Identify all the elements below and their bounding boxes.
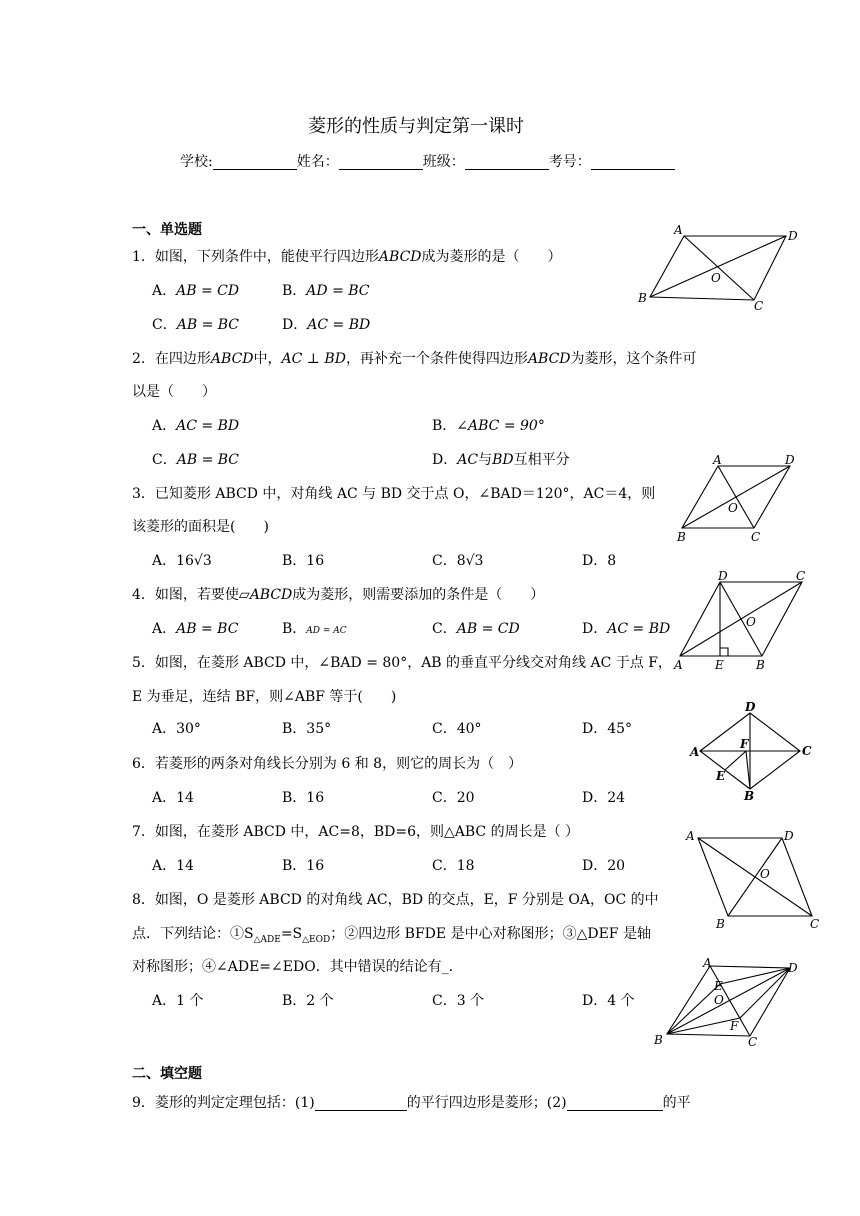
q8-subscript: △ADE	[253, 934, 281, 945]
q5-option-d[interactable]: D．45°	[582, 721, 633, 737]
option-value: AB = BC	[176, 621, 239, 637]
option-value: AD = AC	[306, 626, 347, 636]
fig1-diagonal-bd	[650, 236, 786, 297]
fig2-label-a: A	[713, 453, 722, 467]
fig2-label-o: O	[728, 501, 738, 515]
q3-option-d[interactable]: D．8	[582, 553, 617, 569]
q6-option-d[interactable]: D．24	[582, 790, 626, 806]
section-heading-fill-in: 二、填空题	[132, 1066, 202, 1082]
q1-figure-name: ABCD	[378, 249, 422, 265]
option-letter: D．	[582, 621, 608, 637]
fig1-label-c: C	[754, 299, 764, 313]
q2-condition: AC ⊥ BD	[281, 351, 346, 367]
q2-figure-name: ABCD	[527, 351, 571, 367]
fig2-label-c: C	[751, 530, 761, 544]
fig1-label-a: A	[674, 223, 683, 237]
option-value: AB = CD	[176, 283, 240, 299]
q8-text: =S	[280, 926, 303, 942]
q7-option-d[interactable]: D．20	[582, 858, 626, 874]
fig4-label-c: C	[802, 744, 812, 758]
q7-option-a[interactable]: A．14	[152, 858, 194, 874]
fig3-label-b: B	[756, 658, 765, 672]
fig4-label-a: A	[690, 745, 700, 759]
q5-option-b[interactable]: B．35°	[282, 721, 332, 737]
q8-option-a[interactable]: A．1 个	[152, 993, 204, 1009]
option-value: 互相平分	[513, 452, 570, 468]
option-value: BD	[492, 452, 514, 468]
option-value: AC	[457, 452, 479, 468]
q4-text: 4．如图，若要使	[132, 587, 239, 603]
q9-text: 的平	[662, 1095, 691, 1111]
option-letter: C．	[152, 452, 177, 468]
q6-option-a[interactable]: A．14	[152, 790, 194, 806]
q2-figure-name: ABCD	[210, 351, 254, 367]
option-value: 与	[478, 452, 493, 468]
option-letter: A．	[152, 418, 177, 434]
q1-text: 1．如图，下列条件中，能使平行四边形	[132, 249, 379, 265]
fig6-label-f: F	[730, 1019, 739, 1033]
q3-option-b[interactable]: B．16	[282, 553, 325, 569]
q5-option-a[interactable]: A．30°	[152, 721, 201, 737]
fig6-label-b: B	[654, 1033, 663, 1047]
fig2-label-d: D	[785, 453, 795, 467]
option-letter: C．	[432, 621, 457, 637]
fig5-label-c: C	[810, 917, 820, 931]
fig6-label-c: C	[748, 1035, 758, 1049]
q5-option-c[interactable]: C．40°	[432, 721, 482, 737]
q9-text: 的平行四边形是菱形；(2)	[406, 1095, 567, 1111]
option-value: AB = BC	[176, 452, 240, 468]
q3-option-c[interactable]: C．8√3	[432, 553, 484, 569]
option-value: AB = BC	[176, 317, 240, 333]
q2-text: 中，	[253, 351, 282, 367]
fig5-label-d: D	[784, 829, 794, 843]
fig3-label-e: E	[715, 658, 724, 672]
q2-text: 2．在四边形	[132, 351, 211, 367]
fig3-label-o: O	[746, 615, 756, 629]
option-value: AB = CD	[456, 621, 520, 637]
option-letter: A．	[152, 621, 177, 637]
fig5-label-b: B	[716, 917, 725, 931]
question-8-stem-line3: 对称图形；④∠ADE=∠EDO．其中错误的结论有_.	[132, 959, 454, 975]
fig6-label-e: E	[714, 979, 723, 993]
page-title: 菱形的性质与判定第一课时	[308, 116, 524, 137]
question-8-stem: 8．如图，O 是菱形 ABCD 的对角线 AC，BD 的交点，E，F 分别是 OA，OC 的中	[132, 892, 659, 908]
option-letter: D．	[282, 317, 308, 333]
q2-text: ，再补充一个条件使得四边形	[345, 351, 528, 367]
option-letter: A．	[152, 283, 177, 299]
fig4-label-f: F	[740, 737, 749, 751]
q8-subscript: △EOD	[302, 934, 331, 945]
option-value: ∠ABC = 90°	[456, 418, 545, 434]
number-label: 考号：	[548, 154, 591, 170]
fig6-label-d: D	[788, 961, 798, 975]
q1-text-end: 成为菱形的是（ ）	[421, 249, 562, 265]
q8-text: 点．下列结论：①S	[132, 926, 254, 942]
question-5-stem-line2: E 为垂足，连结 BF，则∠ABF 等于( )	[132, 689, 397, 705]
fig4-label-e: E	[716, 769, 726, 783]
fig2-label-b: B	[677, 530, 686, 544]
option-letter: D．	[432, 452, 458, 468]
q3-option-a[interactable]: A．16√3	[152, 553, 212, 569]
fig1-label-b: B	[638, 291, 647, 305]
q8-option-d[interactable]: D．4 个	[582, 993, 635, 1009]
fig3-label-c: C	[796, 569, 806, 583]
fig4-label-d: D	[745, 700, 756, 714]
fig1-label-o: O	[711, 271, 721, 285]
fig6-label-a: A	[703, 956, 712, 970]
option-value: AC = BD	[307, 317, 371, 333]
fig4-label-b: B	[744, 789, 755, 803]
q6-option-b[interactable]: B．16	[282, 790, 325, 806]
q6-option-c[interactable]: C．20	[432, 790, 475, 806]
option-letter: C．	[152, 317, 177, 333]
q7-option-b[interactable]: B．16	[282, 858, 325, 874]
fig5-label-a: A	[686, 829, 695, 843]
q8-option-b[interactable]: B．2 个	[282, 993, 334, 1009]
q8-option-c[interactable]: C．3 个	[432, 993, 485, 1009]
fig3-label-d: D	[718, 569, 728, 583]
question-2-stem-line2: 以是（ ）	[132, 384, 216, 400]
question-3-stem-line2: 该菱形的面积是( )	[132, 519, 269, 535]
q4-text: 成为菱形，则需要添加的条件是（ ）	[292, 587, 545, 603]
question-6-stem: 6．若菱形的两条对角线长分别为 6 和 8，则它的周长为（ ）	[132, 756, 523, 772]
class-label: 班级：	[422, 154, 465, 170]
section-heading-single-choice: 一、单选题	[132, 222, 202, 238]
q2-text: 为菱形，这个条件可	[570, 351, 697, 367]
q8-text: ；②四边形 BFDE 是中心对称图形；③△DEF 是轴	[330, 926, 651, 942]
q4-figure-name: ▱ABCD	[238, 587, 293, 603]
option-value: AC = BD	[607, 621, 671, 637]
school-label: 学校:	[180, 154, 213, 170]
option-letter: B．	[282, 621, 307, 637]
option-letter: B．	[282, 283, 307, 299]
question-3-stem: 3．已知菱形 ABCD 中，对角线 AC 与 BD 交于点 O，∠BAD＝120°，AC＝4，则	[132, 486, 656, 502]
fig3-label-a: A	[674, 658, 683, 672]
fig6-label-o: O	[714, 993, 724, 1007]
fig1-diagonal-ac	[684, 236, 754, 300]
option-value: AD = BC	[306, 283, 370, 299]
question-7-stem: 7．如图，在菱形 ABCD 中，AC=8，BD=6，则△ABC 的周长是（ ）	[132, 824, 580, 840]
fig5-label-o: O	[760, 867, 770, 881]
option-letter: B．	[432, 418, 457, 434]
name-label: 姓名：	[296, 154, 339, 170]
q7-option-c[interactable]: C．18	[432, 858, 475, 874]
option-value: AC = BD	[176, 418, 240, 434]
fig1-label-d: D	[788, 229, 798, 243]
question-5-stem: 5．如图，在菱形 ABCD 中，∠BAD = 80°，AB 的垂直平分线交对角线 AC 于点 F，	[132, 655, 672, 671]
q9-text: 9．菱形的判定定理包括：(1)	[132, 1095, 315, 1111]
